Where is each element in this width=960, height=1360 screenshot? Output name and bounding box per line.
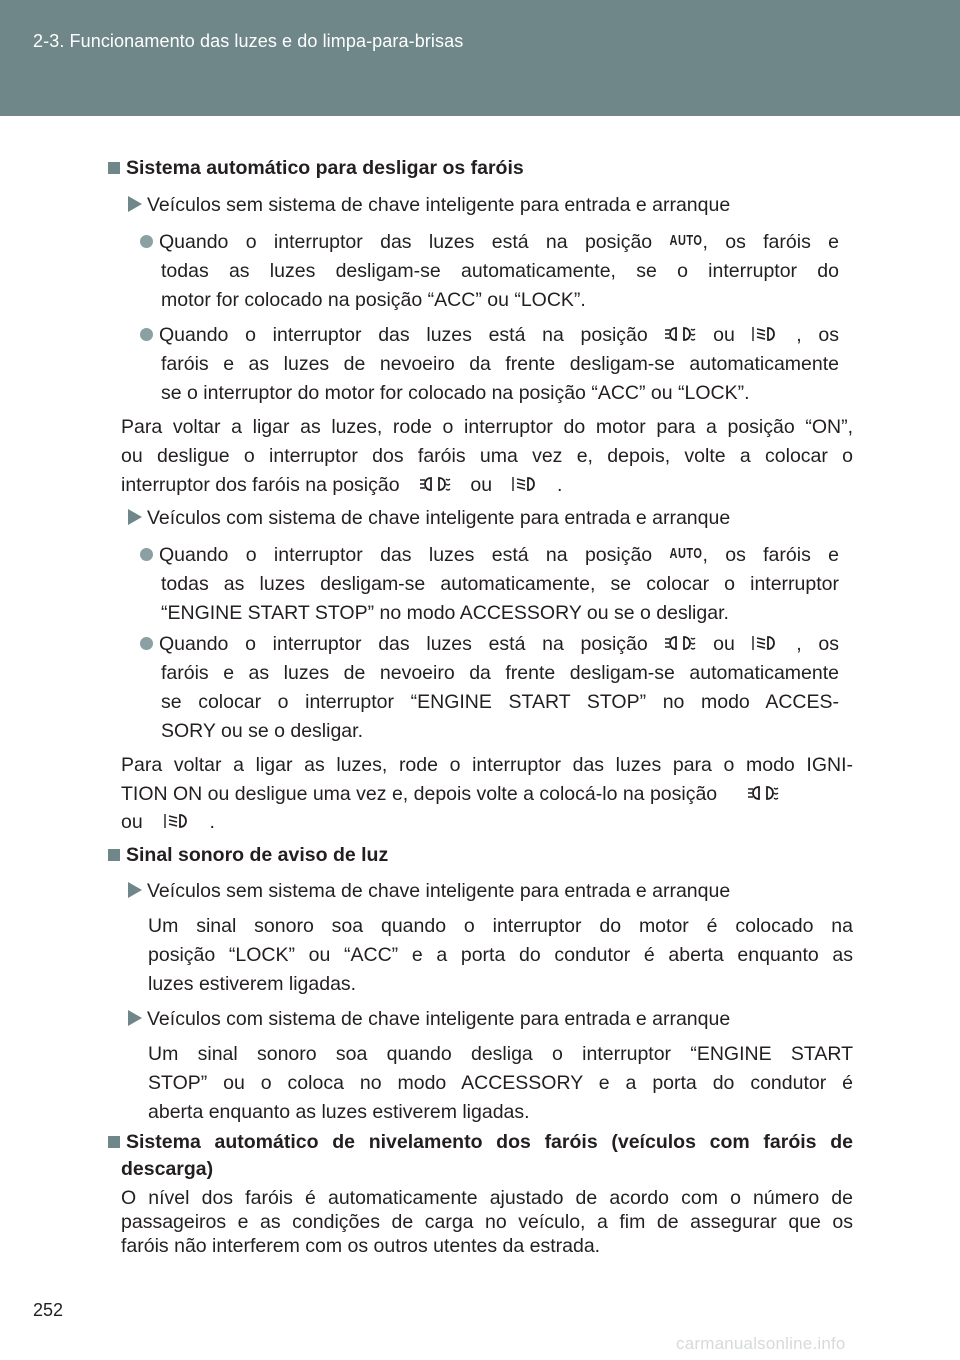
paragraph-line: passageiros e as condições de carga no veículo, a fim de assegurar que os <box>121 1211 853 1233</box>
subheading-text: Veículos sem sistema de chave inteligente para entrada e arranque <box>147 194 731 216</box>
paragraph-line: faróis não interferem com os outros utentes da estrada. <box>121 1235 601 1257</box>
text-line: Um sinal sonoro soa quando desliga o interruptor “ENGINE START <box>148 1043 853 1065</box>
subheading-text: Veículos com sistema de chave inteligente para entrada e arranque <box>147 507 731 529</box>
text-line: Um sinal sonoro soa quando o interruptor do motor é colocado na <box>148 915 853 937</box>
square-bullet-icon <box>108 1136 120 1148</box>
text: Quando o interruptor das luzes está na posição <box>159 633 648 655</box>
bullet-line: todas as luzes desligam-se automaticamente, se colocar o interruptor <box>161 573 839 595</box>
bullet-line: SORY ou se o desligar. <box>161 720 363 742</box>
triangle-bullet-icon <box>128 882 142 898</box>
text-line: aberta enquanto as luzes estiverem ligadas. <box>148 1101 530 1123</box>
page-number: 252 <box>33 1300 64 1320</box>
watermark-text: carmanualsonline.info <box>676 1334 846 1353</box>
text: interruptor dos faróis na posição <box>121 474 400 496</box>
text: ou <box>713 324 735 346</box>
fog-light-icon <box>747 783 779 803</box>
subheading-text: Veículos com sistema de chave inteligente para entrada e arranque <box>147 1008 731 1030</box>
section-title: 2-3. Funcionamento das luzes e do limpa-para-brisas <box>33 31 464 51</box>
section-heading-cont: descarga) <box>121 1158 214 1180</box>
headlight-icon <box>512 474 540 494</box>
text: , os faróis e <box>702 231 840 253</box>
bullet-line: motor for colocado na posição “ACC” ou “LOCK”. <box>161 289 586 311</box>
subheading <box>128 506 730 530</box>
text: ou <box>713 633 735 655</box>
paragraph-line <box>121 810 215 834</box>
text: . <box>209 811 215 833</box>
triangle-bullet-icon <box>128 1010 142 1026</box>
subheading-text: Veículos sem sistema de chave inteligente para entrada e arranque <box>147 880 731 902</box>
bullet-line: faróis e as luzes de nevoeiro da frente desligam-se automaticamente <box>161 353 839 375</box>
text: , os faróis e <box>702 544 840 566</box>
bullet-line: faróis e as luzes de nevoeiro da frente desligam-se automaticamente <box>161 662 839 684</box>
paragraph-line: Para voltar a ligar as luzes, rode o interruptor das luzes para o modo IGNI- <box>121 754 853 776</box>
triangle-bullet-icon <box>128 196 142 212</box>
triangle-bullet-icon <box>128 509 142 525</box>
text: Quando o interruptor das luzes está na posição <box>159 231 653 253</box>
circle-bullet-icon <box>140 328 153 341</box>
heading-text: Sistema automático de nivelamento dos faróis (veículos com faróis de <box>126 1131 853 1153</box>
text: TION ON ou desligue uma vez e, depois volte a colocá-lo na posição <box>121 783 718 805</box>
text: . <box>556 474 563 496</box>
text: ou <box>121 811 143 833</box>
text-line: STOP” ou o coloca no modo ACCESSORY e a porta do condutor é <box>148 1072 853 1094</box>
bullet-line <box>140 543 839 568</box>
section-heading <box>108 843 388 867</box>
bullet-line: “ENGINE START STOP” no modo ACCESSORY ou se o desligar. <box>161 602 729 624</box>
headlight-icon <box>752 633 780 653</box>
subheading <box>128 1007 730 1031</box>
paragraph-line <box>121 473 562 497</box>
bullet-line <box>140 632 839 656</box>
circle-bullet-icon <box>140 548 153 561</box>
circle-bullet-icon <box>140 637 153 650</box>
paragraph-line <box>121 782 853 806</box>
circle-bullet-icon <box>140 235 153 248</box>
heading-text: Sistema automático para desligar os faróis <box>126 157 524 179</box>
section-heading <box>108 156 524 180</box>
text-line: posição “LOCK” ou “ACC” e a porta do condutor é aberta enquanto as <box>148 944 853 966</box>
text: Quando o interruptor das luzes está na posição <box>159 324 648 346</box>
fog-light-icon <box>419 474 451 494</box>
page-header <box>0 0 960 116</box>
text: , os <box>796 324 839 346</box>
fog-light-icon <box>664 324 696 344</box>
text: , os <box>796 633 839 655</box>
paragraph-line: ou desligue o interruptor dos faróis uma vez e, depois, volte a colocar o <box>121 445 853 467</box>
text: Quando o interruptor das luzes está na posição <box>159 544 653 566</box>
section-heading <box>108 1130 853 1154</box>
square-bullet-icon <box>108 849 120 861</box>
auto-icon: AUTO <box>669 232 703 249</box>
fog-light-icon <box>664 633 696 653</box>
paragraph-line: Para voltar a ligar as luzes, rode o interruptor do motor para a posição “ON”, <box>121 416 853 438</box>
bullet-line <box>140 230 839 255</box>
bullet-line: se colocar o interruptor “ENGINE START STOP” no modo ACCES- <box>161 691 839 713</box>
square-bullet-icon <box>108 162 120 174</box>
auto-icon: AUTO <box>669 545 703 562</box>
bullet-line: todas as luzes desligam-se automaticamente, se o interruptor do <box>161 260 839 282</box>
headlight-icon <box>752 324 780 344</box>
text: ou <box>470 474 493 496</box>
subheading <box>128 193 730 217</box>
bullet-line <box>140 323 839 347</box>
paragraph-line: O nível dos faróis é automaticamente ajustado de acordo com o número de <box>121 1187 853 1209</box>
text-line: luzes estiverem ligadas. <box>148 973 357 995</box>
heading-text: Sinal sonoro de aviso de luz <box>126 844 389 866</box>
headlight-icon <box>164 811 192 831</box>
subheading <box>128 879 730 903</box>
bullet-line: se o interruptor do motor for colocado na posição “ACC” ou “LOCK”. <box>161 382 750 404</box>
